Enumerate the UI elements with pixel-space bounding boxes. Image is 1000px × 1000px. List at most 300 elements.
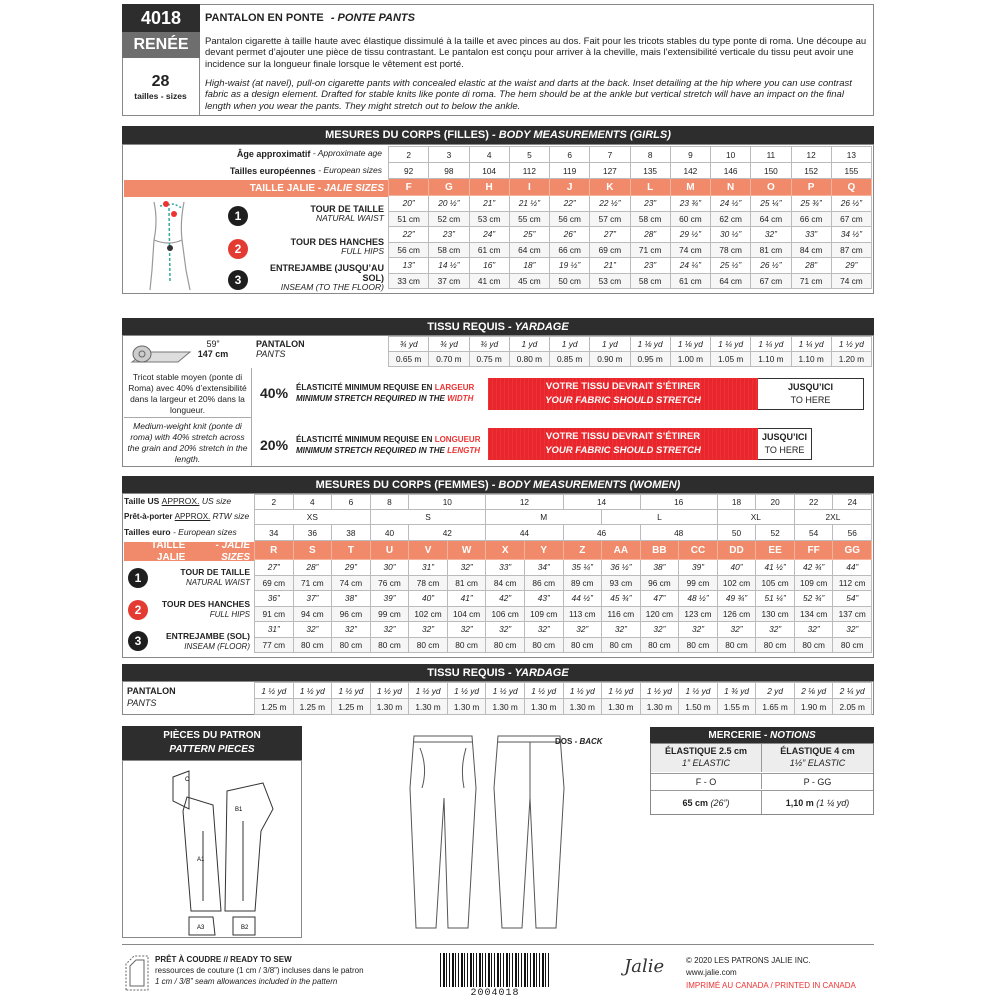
girls-inseam-in-row-cell: 29” bbox=[831, 258, 871, 274]
girls-jalie-row bbox=[389, 179, 872, 196]
ready-to-sew bbox=[155, 954, 364, 965]
women-inseam-cm-row-cell: 80 cm bbox=[833, 637, 872, 653]
girls-hips-cm-row-cell: 74 cm bbox=[670, 242, 710, 258]
women-inseam-in-row bbox=[255, 622, 872, 638]
women-yardage-m-row-cell: 1.30 m bbox=[370, 699, 409, 715]
girls-hips-cm-row-cell: 71 cm bbox=[630, 242, 670, 258]
girls-yardage-m-row-cell: 0.90 m bbox=[590, 352, 630, 367]
girls-hips-label-fr: TOUR DES HANCHES bbox=[290, 236, 384, 247]
girls-inseam-label-fr: ENTREJAMBE (JUSQU’AU SOL) bbox=[269, 262, 384, 284]
footer-divider bbox=[122, 944, 874, 945]
women-inseam-in-row-cell: 32” bbox=[640, 622, 679, 638]
women-hips-cm-row-cell: 109 cm bbox=[524, 606, 563, 622]
girls-inseam-cm-row-cell: 64 cm bbox=[711, 273, 751, 289]
title-fr: PANTALON EN PONTE bbox=[205, 12, 324, 24]
women-yardage-yd-row-cell: 2 ⅛ yd bbox=[794, 683, 833, 699]
women-hips-in-row-cell: 43” bbox=[524, 591, 563, 607]
women-inseam-cm-row-cell: 77 cm bbox=[255, 637, 294, 653]
women-yardage-yd-row bbox=[255, 683, 872, 699]
women-hips-cm-row-cell: 102 cm bbox=[409, 606, 448, 622]
women-inseam-in-row-cell: 32” bbox=[602, 622, 641, 638]
women-jalie-row-cell: Y bbox=[524, 541, 563, 560]
women-euro-row-cell: 34 bbox=[255, 525, 294, 541]
girls-age-row-cell: 6 bbox=[550, 147, 590, 163]
women-hips-label-en: FULL HIPS bbox=[209, 609, 250, 619]
girls-inseam-in-row-cell: 24 ¼” bbox=[670, 258, 710, 274]
women-pants-label-en: PANTS bbox=[127, 698, 157, 709]
girls-yardage-yd-row-cell: ¾ yd bbox=[469, 337, 509, 352]
women-inseam-label-en: INSEAM (FLOOR) bbox=[184, 641, 250, 651]
notions-val-2 bbox=[762, 790, 873, 814]
stretch-bar-1-fr: VOTRE TISSU DEVRAIT S’ÉTIRER bbox=[545, 380, 701, 392]
women-inseam-in-row-cell: 32” bbox=[370, 622, 409, 638]
girls-age-row-cell: 8 bbox=[630, 147, 670, 163]
stretch-20-fr-kw: LONGUEUR bbox=[434, 435, 481, 444]
yardage-women-title bbox=[122, 664, 874, 681]
women-waist-cm-row-cell: 74 cm bbox=[332, 575, 371, 591]
notions-title bbox=[650, 727, 874, 743]
girls-euro-row-cell: 119 bbox=[550, 163, 590, 179]
women-us-row-cell: 8 bbox=[370, 495, 409, 510]
girls-age-row-cell: 4 bbox=[469, 147, 509, 163]
notions-range-2: P - GG bbox=[762, 773, 873, 789]
girls-inseam-in-row bbox=[389, 258, 872, 274]
women-inseam-in-row-cell: 32” bbox=[409, 622, 448, 638]
girls-inseam-in-row-cell: 25 ½” bbox=[711, 258, 751, 274]
barcode bbox=[440, 953, 550, 987]
ready-en: // READY TO SEW bbox=[223, 955, 292, 964]
seam-allowance-text bbox=[155, 954, 364, 988]
girls-euro-row-cell: 135 bbox=[630, 163, 670, 179]
girls-hips-cm-row-cell: 56 cm bbox=[389, 242, 429, 258]
women-inseam-in-row-cell: 32” bbox=[794, 622, 833, 638]
women-waist-in-row-cell: 39” bbox=[679, 560, 718, 576]
girls-waist-cm-row-cell: 52 cm bbox=[429, 211, 469, 227]
girls-age-row bbox=[389, 147, 872, 163]
women-euro-row-cell: 52 bbox=[756, 525, 795, 541]
women-us-row-cell: 6 bbox=[332, 495, 371, 510]
girls-waist-cm-row-cell: 58 cm bbox=[630, 211, 670, 227]
women-waist-in-row-cell: 28” bbox=[293, 560, 332, 576]
girls-hips-cm-row-cell: 61 cm bbox=[469, 242, 509, 258]
girls-inseam-cm-row-cell: 74 cm bbox=[831, 273, 871, 289]
girls-yardage-yd-row-cell: 1 ¼ yd bbox=[791, 337, 831, 352]
women-waist-cm-row-cell: 105 cm bbox=[756, 575, 795, 591]
girls-waist-in-row bbox=[389, 196, 872, 212]
women-inseam-label-fr: ENTREJAMBE (SOL) bbox=[165, 631, 250, 642]
women-us-row-cell: 4 bbox=[293, 495, 332, 510]
girls-waist-label-en: NATURAL WAIST bbox=[315, 213, 384, 224]
girls-euro-row-cell: 142 bbox=[670, 163, 710, 179]
women-inseam-cm-row-cell: 80 cm bbox=[409, 637, 448, 653]
girls-jalie-row-cell: I bbox=[509, 179, 549, 196]
notions-col1-header bbox=[651, 744, 762, 772]
fabric-description-en: Medium-weight knit (ponte di roma) with 40% stretch across the grain and 20% stretch in the length. bbox=[127, 421, 248, 465]
girls-inseam-label bbox=[250, 263, 388, 293]
girls-yardage-yd-row bbox=[389, 337, 872, 352]
women-hips-in-row-cell: 39” bbox=[370, 591, 409, 607]
girls-yardage-m-row-cell: 1.10 m bbox=[751, 352, 791, 367]
girls-yardage-yd-row-cell: 1 yd bbox=[550, 337, 590, 352]
women-inseam-in-row-cell: 32” bbox=[447, 622, 486, 638]
girls-age-row-cell: 3 bbox=[429, 147, 469, 163]
girls-jalie-row-cell: P bbox=[791, 179, 831, 196]
women-hips-in-row-cell: 49 ¾” bbox=[717, 591, 756, 607]
stretch-here-2 bbox=[758, 428, 812, 460]
women-jalie-row-cell: CC bbox=[679, 541, 718, 560]
stretch-here-2-en: TO HERE bbox=[764, 445, 805, 455]
girls-hips-cm-row-cell: 84 cm bbox=[791, 242, 831, 258]
women-us-row-cell: 18 bbox=[717, 495, 756, 510]
girls-waist-in-row-cell: 26 ½” bbox=[831, 196, 871, 212]
women-us-approx: APPROX. bbox=[161, 495, 200, 506]
women-hips-cm-row-cell: 137 cm bbox=[833, 606, 872, 622]
yardage-girls-title-fr: TISSU REQUIS bbox=[427, 320, 505, 333]
women-yardage-m-row-cell: 1.30 m bbox=[602, 699, 641, 715]
stretch-gauge-length bbox=[488, 428, 758, 460]
stretch-40-pct: 40% bbox=[260, 385, 289, 401]
stretch-20-en-text: MINIMUM STRETCH REQUIRED IN THE bbox=[296, 445, 445, 455]
girls-inseam-cm-row-cell: 41 cm bbox=[469, 273, 509, 289]
stretch-20-desc-fr bbox=[296, 435, 480, 446]
girls-waist-in-row-cell: 22 ½” bbox=[590, 196, 630, 212]
desc-fr: Pantalon cigarette à taille haute avec élastique dissimulé à la taille et avec pinces au dos. Fait pour les tricots stables du type ponte di roma. Une découpe au devant permet d’ajouter une pièce de tissu contrastant. Le pantalon est conçu pour arriver à la cheville, mais l’extensibilité verticale du tissu peut avoir une incidence sur la longueur finale lorsque le vêtement est porté. bbox=[205, 36, 867, 70]
women-jalie-row-cell: GG bbox=[833, 541, 872, 560]
women-waist-in-row-cell: 34” bbox=[524, 560, 563, 576]
women-euro-row-cell: 56 bbox=[833, 525, 872, 541]
women-inseam-in-row-cell: 32” bbox=[293, 622, 332, 638]
girls-hips-in-row-cell: 28” bbox=[630, 227, 670, 243]
girls-jalie-row-cell: J bbox=[550, 179, 590, 196]
jalie-logo: Jalie bbox=[624, 956, 665, 977]
women-waist-cm-row-cell: 84 cm bbox=[486, 575, 525, 591]
women-hips-in-row-cell: 47” bbox=[640, 591, 679, 607]
women-yardage-yd-row-cell: 1 ½ yd bbox=[679, 683, 718, 699]
yardage-girls-title bbox=[122, 318, 874, 335]
women-waist-cm-row-cell: 89 cm bbox=[563, 575, 602, 591]
girls-yardage-m-row-cell: 1.10 m bbox=[791, 352, 831, 367]
seam-allowance-icon bbox=[124, 952, 150, 992]
copyright: © 2020 LES PATRONS JALIE INC. bbox=[686, 956, 811, 965]
piece-label-a1: A1 bbox=[197, 857, 205, 863]
women-waist-in-row-cell: 32” bbox=[447, 560, 486, 576]
women-us-row-cell: 24 bbox=[833, 495, 872, 510]
women-euro-row-cell: 42 bbox=[409, 525, 486, 541]
girls-waist-cm-row-cell: 51 cm bbox=[389, 211, 429, 227]
yardage-women-title-fr: TISSU REQUIS bbox=[427, 666, 505, 679]
girls-yardage-m-row-cell: 1.05 m bbox=[711, 352, 751, 367]
women-title-fr: MESURES DU CORPS (FEMMES) bbox=[315, 478, 489, 491]
women-us-row-cell: 14 bbox=[563, 495, 640, 510]
stretch-20-pct: 20% bbox=[260, 437, 289, 453]
women-yardage-m-row-cell: 1.30 m bbox=[447, 699, 486, 715]
women-inseam-cm-row-cell: 80 cm bbox=[563, 637, 602, 653]
fabric-width bbox=[196, 339, 230, 359]
girls-hips-in-row bbox=[389, 227, 872, 243]
sizes-label: tailles - sizes bbox=[134, 91, 187, 101]
women-hips-in-row-cell: 52 ¾” bbox=[794, 591, 833, 607]
women-jalie-row-cell: W bbox=[447, 541, 486, 560]
women-jalie-row-cell: Z bbox=[563, 541, 602, 560]
girls-age-row-cell: 10 bbox=[711, 147, 751, 163]
women-rtw-row-cell: S bbox=[370, 510, 486, 525]
women-inseam-cm-row-cell: 80 cm bbox=[370, 637, 409, 653]
women-waist-cm-row-cell: 93 cm bbox=[602, 575, 641, 591]
title-en: - PONTE PANTS bbox=[330, 12, 415, 24]
women-waist-label bbox=[150, 562, 254, 593]
notions-col1-fr: ÉLASTIQUE 2.5 cm bbox=[664, 746, 748, 757]
girls-title bbox=[122, 126, 874, 144]
notions-title-en: - NOTIONS bbox=[763, 729, 816, 741]
women-yardage-m-row-cell: 1.25 m bbox=[293, 699, 332, 715]
women-yardage-m-row-cell: 1.30 m bbox=[524, 699, 563, 715]
women-euro-row-cell: 38 bbox=[332, 525, 371, 541]
women-yardage-yd-row-cell: 1 ¾ yd bbox=[717, 683, 756, 699]
girls-inseam-cm-row-cell: 33 cm bbox=[389, 273, 429, 289]
girls-waist-in-row-cell: 23 ¾” bbox=[670, 196, 710, 212]
women-inseam-in-row-cell: 31” bbox=[255, 622, 294, 638]
girls-waist-in-row-cell: 20 ½” bbox=[429, 196, 469, 212]
girls-waist-cm-row-cell: 64 cm bbox=[751, 211, 791, 227]
stretch-20-desc bbox=[296, 435, 480, 457]
piece-label-a3: A3 bbox=[197, 925, 205, 931]
girls-age-row-cell: 12 bbox=[791, 147, 831, 163]
stretch-40-desc-en bbox=[296, 394, 474, 405]
women-inseam-in-row-cell: 32” bbox=[563, 622, 602, 638]
stretch-20-desc-en bbox=[296, 446, 480, 457]
girls-hips-in-row-cell: 29 ½” bbox=[670, 227, 710, 243]
girls-inseam-in-row-cell: 28” bbox=[791, 258, 831, 274]
girls-hips-cm-row-cell: 58 cm bbox=[429, 242, 469, 258]
back-label-fr: DOS bbox=[555, 737, 573, 746]
women-hips-cm-row bbox=[255, 606, 872, 622]
printed-in: IMPRIMÉ AU CANADA / PRINTED IN CANADA bbox=[686, 980, 856, 990]
women-yardage-m-row bbox=[255, 699, 872, 715]
women-waist-in-row-cell: 27” bbox=[255, 560, 294, 576]
girls-jalie-row-cell: F bbox=[389, 179, 429, 196]
women-waist-cm-row-cell: 71 cm bbox=[293, 575, 332, 591]
girls-yardage-table bbox=[388, 336, 872, 367]
girls-jalie-row-cell: Q bbox=[831, 179, 871, 196]
stretch-here-2-fr: JUSQU’ICI bbox=[761, 432, 807, 443]
notions-range-1: F - O bbox=[651, 773, 762, 789]
women-euro-row-cell: 48 bbox=[640, 525, 717, 541]
stretch-gauge-width bbox=[488, 378, 758, 410]
women-yardage-yd-row-cell: 1 ½ yd bbox=[602, 683, 641, 699]
women-us-row-cell: 10 bbox=[409, 495, 486, 510]
women-waist-in-row-cell: 31” bbox=[409, 560, 448, 576]
women-yardage-m-row-cell: 1.30 m bbox=[409, 699, 448, 715]
girls-yardage-m-row-cell: 0.65 m bbox=[389, 352, 429, 367]
women-hips-number-icon: 2 bbox=[128, 600, 148, 620]
women-hips-in-row-cell: 42” bbox=[486, 591, 525, 607]
women-title-en: - BODY MEASUREMENTS (WOMEN) bbox=[491, 478, 681, 491]
women-yardage-m-row-cell: 1.90 m bbox=[794, 699, 833, 715]
pattern-pieces-title-fr: PIÈCES DU PATRON bbox=[163, 730, 261, 741]
girls-euro-row-cell: 155 bbox=[831, 163, 871, 179]
fabric-roll-icon bbox=[128, 338, 193, 366]
fabric-width-cm: 147 cm bbox=[197, 349, 229, 359]
women-waist-in-row-cell: 29” bbox=[332, 560, 371, 576]
women-rtw-label bbox=[124, 509, 254, 524]
women-yardage-m-row-cell: 1.30 m bbox=[640, 699, 679, 715]
women-hips-cm-row-cell: 130 cm bbox=[756, 606, 795, 622]
women-euro-label-en: - European sizes bbox=[172, 527, 237, 538]
women-waist-in-row-cell: 40” bbox=[717, 560, 756, 576]
girls-waist-cm-row-cell: 66 cm bbox=[791, 211, 831, 227]
women-jalie-row-cell: R bbox=[255, 541, 294, 560]
women-hips-in-row-cell: 51 ¼” bbox=[756, 591, 795, 607]
women-us-row-cell: 22 bbox=[794, 495, 833, 510]
women-inseam-in-row-cell: 32” bbox=[679, 622, 718, 638]
women-jalie-row-cell: DD bbox=[717, 541, 756, 560]
women-hips-in-row-cell: 40” bbox=[409, 591, 448, 607]
girls-jalie-label-fr: TAILLE JALIE bbox=[249, 182, 316, 194]
girls-inseam-cm-row-cell: 61 cm bbox=[670, 273, 710, 289]
women-hips-cm-row-cell: 116 cm bbox=[602, 606, 641, 622]
women-us-label-en: US size bbox=[201, 495, 232, 506]
women-jalie-row-cell: AA bbox=[602, 541, 641, 560]
girls-yardage-yd-row-cell: ¾ yd bbox=[389, 337, 429, 352]
girls-waist-in-row-cell: 25 ¾” bbox=[791, 196, 831, 212]
girls-pants-label bbox=[256, 339, 305, 359]
girls-hips-in-row-cell: 33” bbox=[791, 227, 831, 243]
women-inseam-in-row-cell: 32” bbox=[717, 622, 756, 638]
stretch-here-1-en: TO HERE bbox=[790, 395, 831, 405]
girls-euro-label-fr: Tailles européennes bbox=[229, 165, 316, 176]
women-hips-cm-row-cell: 96 cm bbox=[332, 606, 371, 622]
women-rtw-approx: APPROX. bbox=[174, 511, 211, 521]
women-inseam-cm-row-cell: 80 cm bbox=[293, 637, 332, 653]
women-hips-cm-row-cell: 113 cm bbox=[563, 606, 602, 622]
women-us-row-cell: 20 bbox=[756, 495, 795, 510]
pattern-pieces-title-en: PATTERN PIECES bbox=[169, 744, 255, 755]
girls-euro-row-cell: 104 bbox=[469, 163, 509, 179]
girls-waist-in-row-cell: 24 ½” bbox=[711, 196, 751, 212]
girls-inseam-in-row-cell: 14 ½” bbox=[429, 258, 469, 274]
women-yardage-yd-row-cell: 1 ½ yd bbox=[332, 683, 371, 699]
women-euro-row bbox=[255, 525, 872, 541]
women-inseam-in-row-cell: 32” bbox=[524, 622, 563, 638]
girls-waist-cm-row-cell: 57 cm bbox=[590, 211, 630, 227]
website: www.jalie.com bbox=[686, 968, 737, 978]
notions-val-2-imperial: (1 ¼ yd) bbox=[816, 797, 850, 808]
women-inseam-in-row-cell: 32” bbox=[756, 622, 795, 638]
girls-waist-cm-row-cell: 56 cm bbox=[550, 211, 590, 227]
girls-hips-in-row-cell: 27” bbox=[590, 227, 630, 243]
women-hips-cm-row-cell: 99 cm bbox=[370, 606, 409, 622]
girls-hips-cm-row-cell: 81 cm bbox=[751, 242, 791, 258]
girls-yardage-m-row-cell: 0.75 m bbox=[469, 352, 509, 367]
women-yardage-yd-row-cell: 1 ½ yd bbox=[524, 683, 563, 699]
women-yardage-m-row-cell: 1.50 m bbox=[679, 699, 718, 715]
girls-jalie-row-cell: M bbox=[670, 179, 710, 196]
women-waist-cm-row-cell: 78 cm bbox=[409, 575, 448, 591]
women-waist-cm-row-cell: 102 cm bbox=[717, 575, 756, 591]
girls-hips-in-row-cell: 25” bbox=[509, 227, 549, 243]
women-us-label bbox=[124, 494, 254, 509]
hips-number-icon: 2 bbox=[228, 239, 248, 259]
women-hips-cm-row-cell: 104 cm bbox=[447, 606, 486, 622]
women-yardage-yd-row-cell: 1 ½ yd bbox=[640, 683, 679, 699]
girls-inseam-cm-row bbox=[389, 273, 872, 289]
women-jalie-row-cell: FF bbox=[794, 541, 833, 560]
women-hips-in-row-cell: 38” bbox=[332, 591, 371, 607]
women-waist-cm-row-cell: 96 cm bbox=[640, 575, 679, 591]
notions-val-2-metric: 1,10 m bbox=[785, 797, 814, 808]
women-waist-in-row-cell: 30” bbox=[370, 560, 409, 576]
women-hips-in-row bbox=[255, 591, 872, 607]
girls-hips-in-row-cell: 26” bbox=[550, 227, 590, 243]
girls-yardage-m-row-cell: 0.85 m bbox=[550, 352, 590, 367]
women-hips-in-row-cell: 45 ¾” bbox=[602, 591, 641, 607]
women-us-row-cell: 2 bbox=[255, 495, 294, 510]
sizes-count: 28 bbox=[151, 73, 170, 90]
pattern-pieces-diagram bbox=[122, 760, 302, 938]
girls-hips-in-row-cell: 34 ½” bbox=[831, 227, 871, 243]
women-waist-in-row-cell: 42 ¾” bbox=[794, 560, 833, 576]
women-hips-in-row-cell: 36” bbox=[255, 591, 294, 607]
girls-hips-cm-row-cell: 64 cm bbox=[509, 242, 549, 258]
women-euro-row-cell: 50 bbox=[717, 525, 756, 541]
girls-inseam-in-row-cell: 19 ½” bbox=[550, 258, 590, 274]
girls-euro-row-cell: 112 bbox=[509, 163, 549, 179]
girls-pants-label-en: PANTS bbox=[256, 349, 286, 359]
girls-jalie-label-en: - JALIE SIZES bbox=[317, 182, 384, 194]
seam-fr: ressources de couture (1 cm / 3/8”) incluses dans le patron bbox=[155, 966, 364, 976]
stretch-40-en-kw: WIDTH bbox=[447, 393, 474, 403]
women-jalie-label-en: - JALIE SIZES bbox=[215, 540, 250, 563]
girls-age-row-cell: 13 bbox=[831, 147, 871, 163]
girls-waist-in-row-cell: 25 ¼” bbox=[751, 196, 791, 212]
girls-jalie-row-cell: G bbox=[429, 179, 469, 196]
girls-inseam-in-row-cell: 16” bbox=[469, 258, 509, 274]
girls-waist-in-row-cell: 23” bbox=[630, 196, 670, 212]
women-waist-cm-row-cell: 76 cm bbox=[370, 575, 409, 591]
girls-waist-cm-row-cell: 60 cm bbox=[670, 211, 710, 227]
inseam-number-icon: 3 bbox=[228, 270, 248, 290]
women-waist-cm-row-cell: 99 cm bbox=[679, 575, 718, 591]
women-jalie-label bbox=[124, 542, 254, 561]
women-us-label-fr: Taille US bbox=[124, 495, 160, 506]
women-jalie-row-cell: BB bbox=[640, 541, 679, 560]
women-euro-row-cell: 54 bbox=[794, 525, 833, 541]
girls-inseam-cm-row-cell: 45 cm bbox=[509, 273, 549, 289]
women-rtw-row-cell: M bbox=[486, 510, 602, 525]
girls-inseam-cm-row-cell: 71 cm bbox=[791, 273, 831, 289]
back-label bbox=[555, 737, 603, 746]
women-hips-cm-row-cell: 126 cm bbox=[717, 606, 756, 622]
women-hips-cm-row-cell: 94 cm bbox=[293, 606, 332, 622]
women-jalie-row-cell: X bbox=[486, 541, 525, 560]
girls-waist-label-fr: TOUR DE TAILLE bbox=[310, 203, 384, 214]
women-inseam-cm-row-cell: 80 cm bbox=[524, 637, 563, 653]
girls-yardage-m-row bbox=[389, 352, 872, 367]
girls-age-row-cell: 7 bbox=[590, 147, 630, 163]
women-inseam-cm-row-cell: 80 cm bbox=[756, 637, 795, 653]
women-inseam-in-row-cell: 32” bbox=[833, 622, 872, 638]
women-hips-cm-row-cell: 120 cm bbox=[640, 606, 679, 622]
women-inseam-cm-row-cell: 80 cm bbox=[332, 637, 371, 653]
women-waist-cm-row bbox=[255, 575, 872, 591]
piece-label-b1: B1 bbox=[235, 807, 243, 813]
girls-waist-in-row-cell: 21 ½” bbox=[509, 196, 549, 212]
women-rtw-row-cell: L bbox=[602, 510, 718, 525]
girls-jalie-row-cell: L bbox=[630, 179, 670, 196]
girls-hips-cm-row-cell: 87 cm bbox=[831, 242, 871, 258]
girls-inseam-cm-row-cell: 58 cm bbox=[630, 273, 670, 289]
girls-waist-in-row-cell: 21” bbox=[469, 196, 509, 212]
